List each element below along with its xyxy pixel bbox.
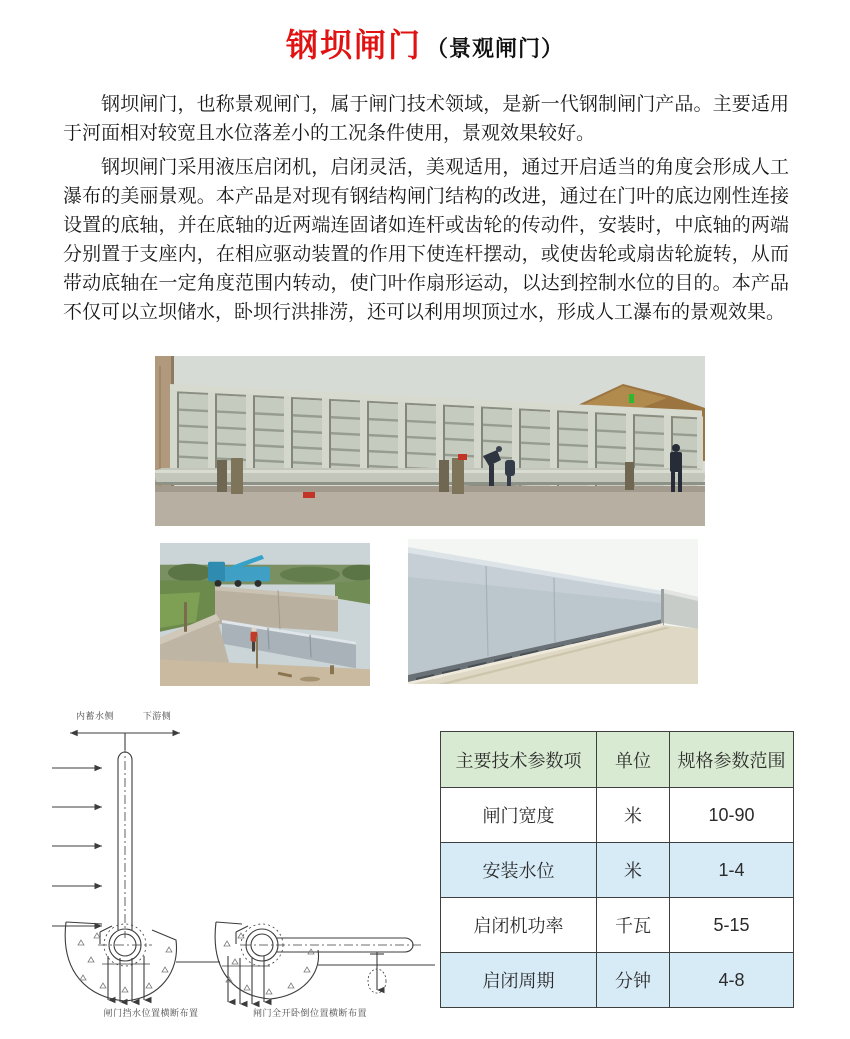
cell-unit: 分钟 — [597, 953, 670, 1008]
cell-parameter: 安装水位 — [441, 843, 597, 898]
photo-gate-closed — [408, 539, 698, 684]
table-row — [441, 953, 794, 1008]
cell-range: 1-4 — [670, 843, 794, 898]
figure-gate-lowered — [215, 922, 435, 1004]
spec-table-header-row — [441, 732, 794, 788]
table-row — [441, 898, 794, 953]
cell-unit: 米 — [597, 788, 670, 843]
photo-gate-installation — [160, 543, 370, 686]
page-title-main: 钢坝闸门 — [285, 27, 422, 63]
cell-parameter: 启闭周期 — [441, 953, 597, 1008]
diagram-caption-lowered: 闸门全开卧倒位置横断布置 — [252, 1008, 367, 1018]
cell-unit: 千瓦 — [597, 898, 670, 953]
header-range: 规格参数范围 — [670, 732, 794, 788]
technical-diagram-art — [30, 700, 440, 1035]
paragraph-intro: 钢坝闸门，也称景观闸门，属于闸门技术领域，是新一代钢制闸门产品。主要适用于河面相对较宽且水位落差小的工况条件使用，景观效果较好。 — [63, 94, 789, 144]
page-title — [0, 20, 850, 66]
technical-diagram — [30, 700, 440, 1035]
figure-gate-upright — [52, 733, 220, 1002]
photo-gate-closed-art — [408, 539, 698, 684]
body-text — [63, 90, 789, 332]
page-title-sub: （景观闸门） — [426, 36, 565, 61]
table-row — [441, 843, 794, 898]
diagram-label-downstream-side: 下游侧 — [142, 711, 172, 721]
red-marker-on-gate — [458, 454, 467, 460]
cell-range: 4-8 — [670, 953, 794, 1008]
cell-range: 10-90 — [670, 788, 794, 843]
spec-table — [440, 731, 794, 1008]
photo-gate-assembly — [155, 356, 705, 526]
header-parameter: 主要技术参数项 — [441, 732, 597, 788]
cell-unit: 米 — [597, 843, 670, 898]
diagram-caption-upright: 闸门挡水位置横断布置 — [103, 1008, 199, 1018]
header-unit: 单位 — [597, 732, 670, 788]
cell-parameter: 启闭机功率 — [441, 898, 597, 953]
paragraph-description: 钢坝闸门采用液压启闭机，启闭灵活，美观适用，通过开启适当的角度会形成人工瀑布的美丽景观。本产品是对现有钢结构闸门结构的改进，通过在门叶的底边刚性连接设置的底轴，并在底轴的近两端连固诸如连杆或齿轮的传动件，安装时，中底轴的两端分别置于支座内，在相应驱动装置的作用下使连杆摆动，或使齿轮或扇齿轮旋转，从而带动底轴在一定角度范围内转动，使门叶作扇形运动，以达到控制水位的目的。本产品不仅可以立坝储水，卧坝行洪排涝，还可以利用坝顶过水，形成人工瀑布的景观效果。 — [63, 157, 789, 323]
red-object-on-ground — [303, 492, 315, 498]
cell-parameter: 闸门宽度 — [441, 788, 597, 843]
table-row — [441, 788, 794, 843]
cell-range: 5-15 — [670, 898, 794, 953]
green-marker — [629, 394, 634, 403]
photo-gate-installation-art — [160, 543, 370, 686]
photo-gate-assembly-art — [155, 356, 705, 526]
diagram-label-storage-side: 内蓄水侧 — [75, 711, 114, 721]
